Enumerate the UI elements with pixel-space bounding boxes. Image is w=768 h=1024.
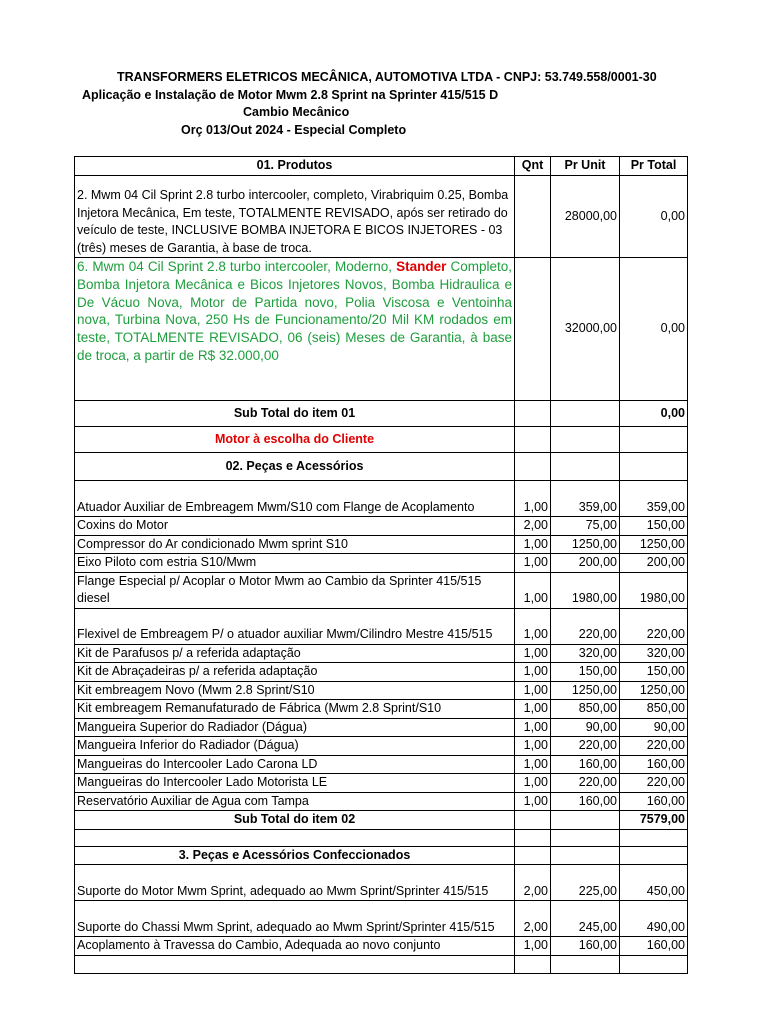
choice-note-row: [75, 427, 688, 453]
item-total-price: 160,00: [620, 937, 688, 956]
quote-line: Orç 013/Out 2024 - Especial Completo: [181, 123, 407, 137]
item-qnt: 1,00: [515, 792, 551, 811]
item-description: Kit de Abraçadeiras p/ a referida adaptação: [75, 663, 515, 682]
item-description: Mangueiras do Intercooler Lado Carona LD: [75, 755, 515, 774]
product-description: [75, 258, 515, 401]
table-row: [75, 737, 688, 756]
item-total-price: 150,00: [620, 663, 688, 682]
item-qnt: 1,00: [515, 554, 551, 573]
item-unit-price: 1980,00: [551, 572, 620, 608]
item-description: Suporte do Motor Mwm Sprint, adequado ao Mwm Sprint/Sprinter 415/515: [75, 865, 515, 901]
product-qnt: [515, 176, 551, 258]
subtotal-row: [75, 401, 688, 427]
table-row: [75, 865, 688, 901]
item-total-price: 220,00: [620, 608, 688, 644]
section2-rows: [75, 481, 688, 811]
item-total-price: 490,00: [620, 901, 688, 937]
item-description: Eixo Piloto com estria S10/Mwm: [75, 554, 515, 573]
item-qnt: 2,00: [515, 517, 551, 536]
table-row: [75, 535, 688, 554]
item-description: Atuador Auxiliar de Embreagem Mwm/S10 com Flange de Acoplamento: [75, 481, 515, 517]
item-description: Mangueira Superior do Radiador (Dágua): [75, 718, 515, 737]
item-description: Flange Especial p/ Acoplar o Motor Mwm ao Cambio da Sprinter 415/515 diesel: [75, 572, 515, 608]
item-qnt: 1,00: [515, 644, 551, 663]
item-qnt: 1,00: [515, 572, 551, 608]
item-description: Mangueiras do Intercooler Lado Motorista LE: [75, 774, 515, 793]
product-row: [75, 258, 688, 401]
item-total-price: 160,00: [620, 792, 688, 811]
item-total-price: 1250,00: [620, 681, 688, 700]
item-description: Coxins do Motor: [75, 517, 515, 536]
item-unit-price: 320,00: [551, 644, 620, 663]
item-qnt: 2,00: [515, 865, 551, 901]
item-unit-price: 160,00: [551, 937, 620, 956]
item-description: Kit de Parafusos p/ a referida adaptação: [75, 644, 515, 663]
item-total-price: 200,00: [620, 554, 688, 573]
item-total-price: 359,00: [620, 481, 688, 517]
item-description: Acoplamento à Travessa do Cambio, Adequada ao novo conjunto: [75, 937, 515, 956]
table-row: [75, 774, 688, 793]
table-row: [75, 554, 688, 573]
item-unit-price: 220,00: [551, 608, 620, 644]
item-total-price: 160,00: [620, 755, 688, 774]
table-row: [75, 700, 688, 719]
item-description: Kit embreagem Novo (Mwm 2.8 Sprint/S10: [75, 681, 515, 700]
table-row: [75, 901, 688, 937]
item-description: Mangueira Inferior do Radiador (Dágua): [75, 737, 515, 756]
spacer-row: [75, 955, 688, 973]
item-qnt: 1,00: [515, 737, 551, 756]
item-unit-price: 75,00: [551, 517, 620, 536]
item-total-price: 450,00: [620, 865, 688, 901]
table-row: [75, 681, 688, 700]
product-total-price: 0,00: [620, 176, 688, 258]
item-description: Suporte do Chassi Mwm Sprint, adequado ao Mwm Sprint/Sprinter 415/515: [75, 901, 515, 937]
subtotal-label: Sub Total do item 01: [75, 401, 515, 427]
item-unit-price: 1250,00: [551, 681, 620, 700]
item-total-price: 90,00: [620, 718, 688, 737]
table-row: [75, 481, 688, 517]
section3-title: 3. Peças e Acessórios Confeccionados: [75, 846, 515, 865]
item-qnt: 1,00: [515, 663, 551, 682]
application-line: Aplicação e Instalação de Motor Mwm 2.8 Sprint na Sprinter 415/515 D: [82, 88, 499, 102]
item-qnt: 1,00: [515, 608, 551, 644]
table-header-row: [75, 157, 688, 176]
product-unit-price: 32000,00: [551, 258, 620, 401]
item-unit-price: 245,00: [551, 901, 620, 937]
item-unit-price: 150,00: [551, 663, 620, 682]
item-unit-price: 200,00: [551, 554, 620, 573]
item-total-price: 220,00: [620, 737, 688, 756]
description-part-b: Completo, Bomba Injetora Mecânica e Bicos Injetores Novos, Bomba Hidraulica e De Vácuo Nova, Motor de Partida novo, Polia Viscosa e Ventoinha nova, Turbina Nova, 250 Hs de Funcionamento/20 Mil KM rodados em teste, TOTALMENTE REVISADO, 06 (seis) Meses de Garantia, à base de troca, a partir de R$ 32.000,00: [77, 259, 512, 363]
item-qnt: 1,00: [515, 535, 551, 554]
item-unit-price: 1250,00: [551, 535, 620, 554]
table-row: [75, 937, 688, 956]
item-unit-price: 160,00: [551, 755, 620, 774]
product-description: 2. Mwm 04 Cil Sprint 2.8 turbo intercooler, completo, Virabriquim 0.25, Bomba Injetora Mecânica, Em teste, TOTALMENTE REVISADO, após ser retirado do veículo de teste, INCLUSIVE BOMBA INJETORA E BICOS INJETORES - 03 (três) meses de Garantia, à base de troca.: [75, 176, 515, 258]
item-unit-price: 359,00: [551, 481, 620, 517]
product-qnt: [515, 258, 551, 401]
item-total-price: 150,00: [620, 517, 688, 536]
item-qnt: 1,00: [515, 937, 551, 956]
quote-table: [74, 156, 688, 974]
stander-highlight: Stander: [396, 259, 447, 274]
col-header-pr-unit: Pr Unit: [551, 157, 620, 176]
item-unit-price: 90,00: [551, 718, 620, 737]
gearbox-line: Cambio Mecânico: [243, 105, 350, 119]
subtotal-label: Sub Total do item 02: [75, 811, 515, 830]
table-row: [75, 644, 688, 663]
table-row: [75, 755, 688, 774]
subtotal-row: [75, 811, 688, 830]
subtotal-value: 0,00: [620, 401, 688, 427]
section-title-row: [75, 453, 688, 481]
item-description: Compressor do Ar condicionado Mwm sprint S10: [75, 535, 515, 554]
item-qnt: 2,00: [515, 901, 551, 937]
section3-rows: [75, 865, 688, 956]
product-unit-price: 28000,00: [551, 176, 620, 258]
item-qnt: 1,00: [515, 481, 551, 517]
item-description: Kit embreagem Remanufaturado de Fábrica (Mwm 2.8 Sprint/S10: [75, 700, 515, 719]
product-row: [75, 176, 688, 258]
col-header-qnt: Qnt: [515, 157, 551, 176]
item-total-price: 320,00: [620, 644, 688, 663]
section-title-row: [75, 846, 688, 865]
item-qnt: 1,00: [515, 774, 551, 793]
table-row: [75, 792, 688, 811]
choice-note: Motor à escolha do Cliente: [75, 427, 515, 453]
table-row: [75, 718, 688, 737]
table-row: [75, 663, 688, 682]
item-description: Flexivel de Embreagem P/ o atuador auxiliar Mwm/Cilindro Mestre 415/515: [75, 608, 515, 644]
item-total-price: 1250,00: [620, 535, 688, 554]
item-description: Reservatório Auxiliar de Agua com Tampa: [75, 792, 515, 811]
subtotal-value: 7579,00: [620, 811, 688, 830]
item-qnt: 1,00: [515, 755, 551, 774]
description-part-a: 6. Mwm 04 Cil Sprint 2.8 turbo intercooler, Moderno,: [77, 259, 397, 274]
item-total-price: 850,00: [620, 700, 688, 719]
section2-title: 02. Peças e Acessórios: [75, 453, 515, 481]
spacer-row: [75, 829, 688, 846]
item-unit-price: 850,00: [551, 700, 620, 719]
item-total-price: 1980,00: [620, 572, 688, 608]
item-unit-price: 225,00: [551, 865, 620, 901]
table-row: [75, 517, 688, 536]
item-qnt: 1,00: [515, 718, 551, 737]
product-total-price: 0,00: [620, 258, 688, 401]
item-qnt: 1,00: [515, 700, 551, 719]
item-qnt: 1,00: [515, 681, 551, 700]
item-total-price: 220,00: [620, 774, 688, 793]
item-unit-price: 220,00: [551, 774, 620, 793]
item-unit-price: 220,00: [551, 737, 620, 756]
table-row: [75, 608, 688, 644]
col-header-pr-total: Pr Total: [620, 157, 688, 176]
col-header-produtos: 01. Produtos: [75, 157, 515, 176]
table-row: [75, 572, 688, 608]
item-unit-price: 160,00: [551, 792, 620, 811]
company-line: TRANSFORMERS ELETRICOS MECÂNICA, AUTOMOTIVA LTDA - CNPJ: 53.749.558/0001-30: [117, 70, 657, 84]
